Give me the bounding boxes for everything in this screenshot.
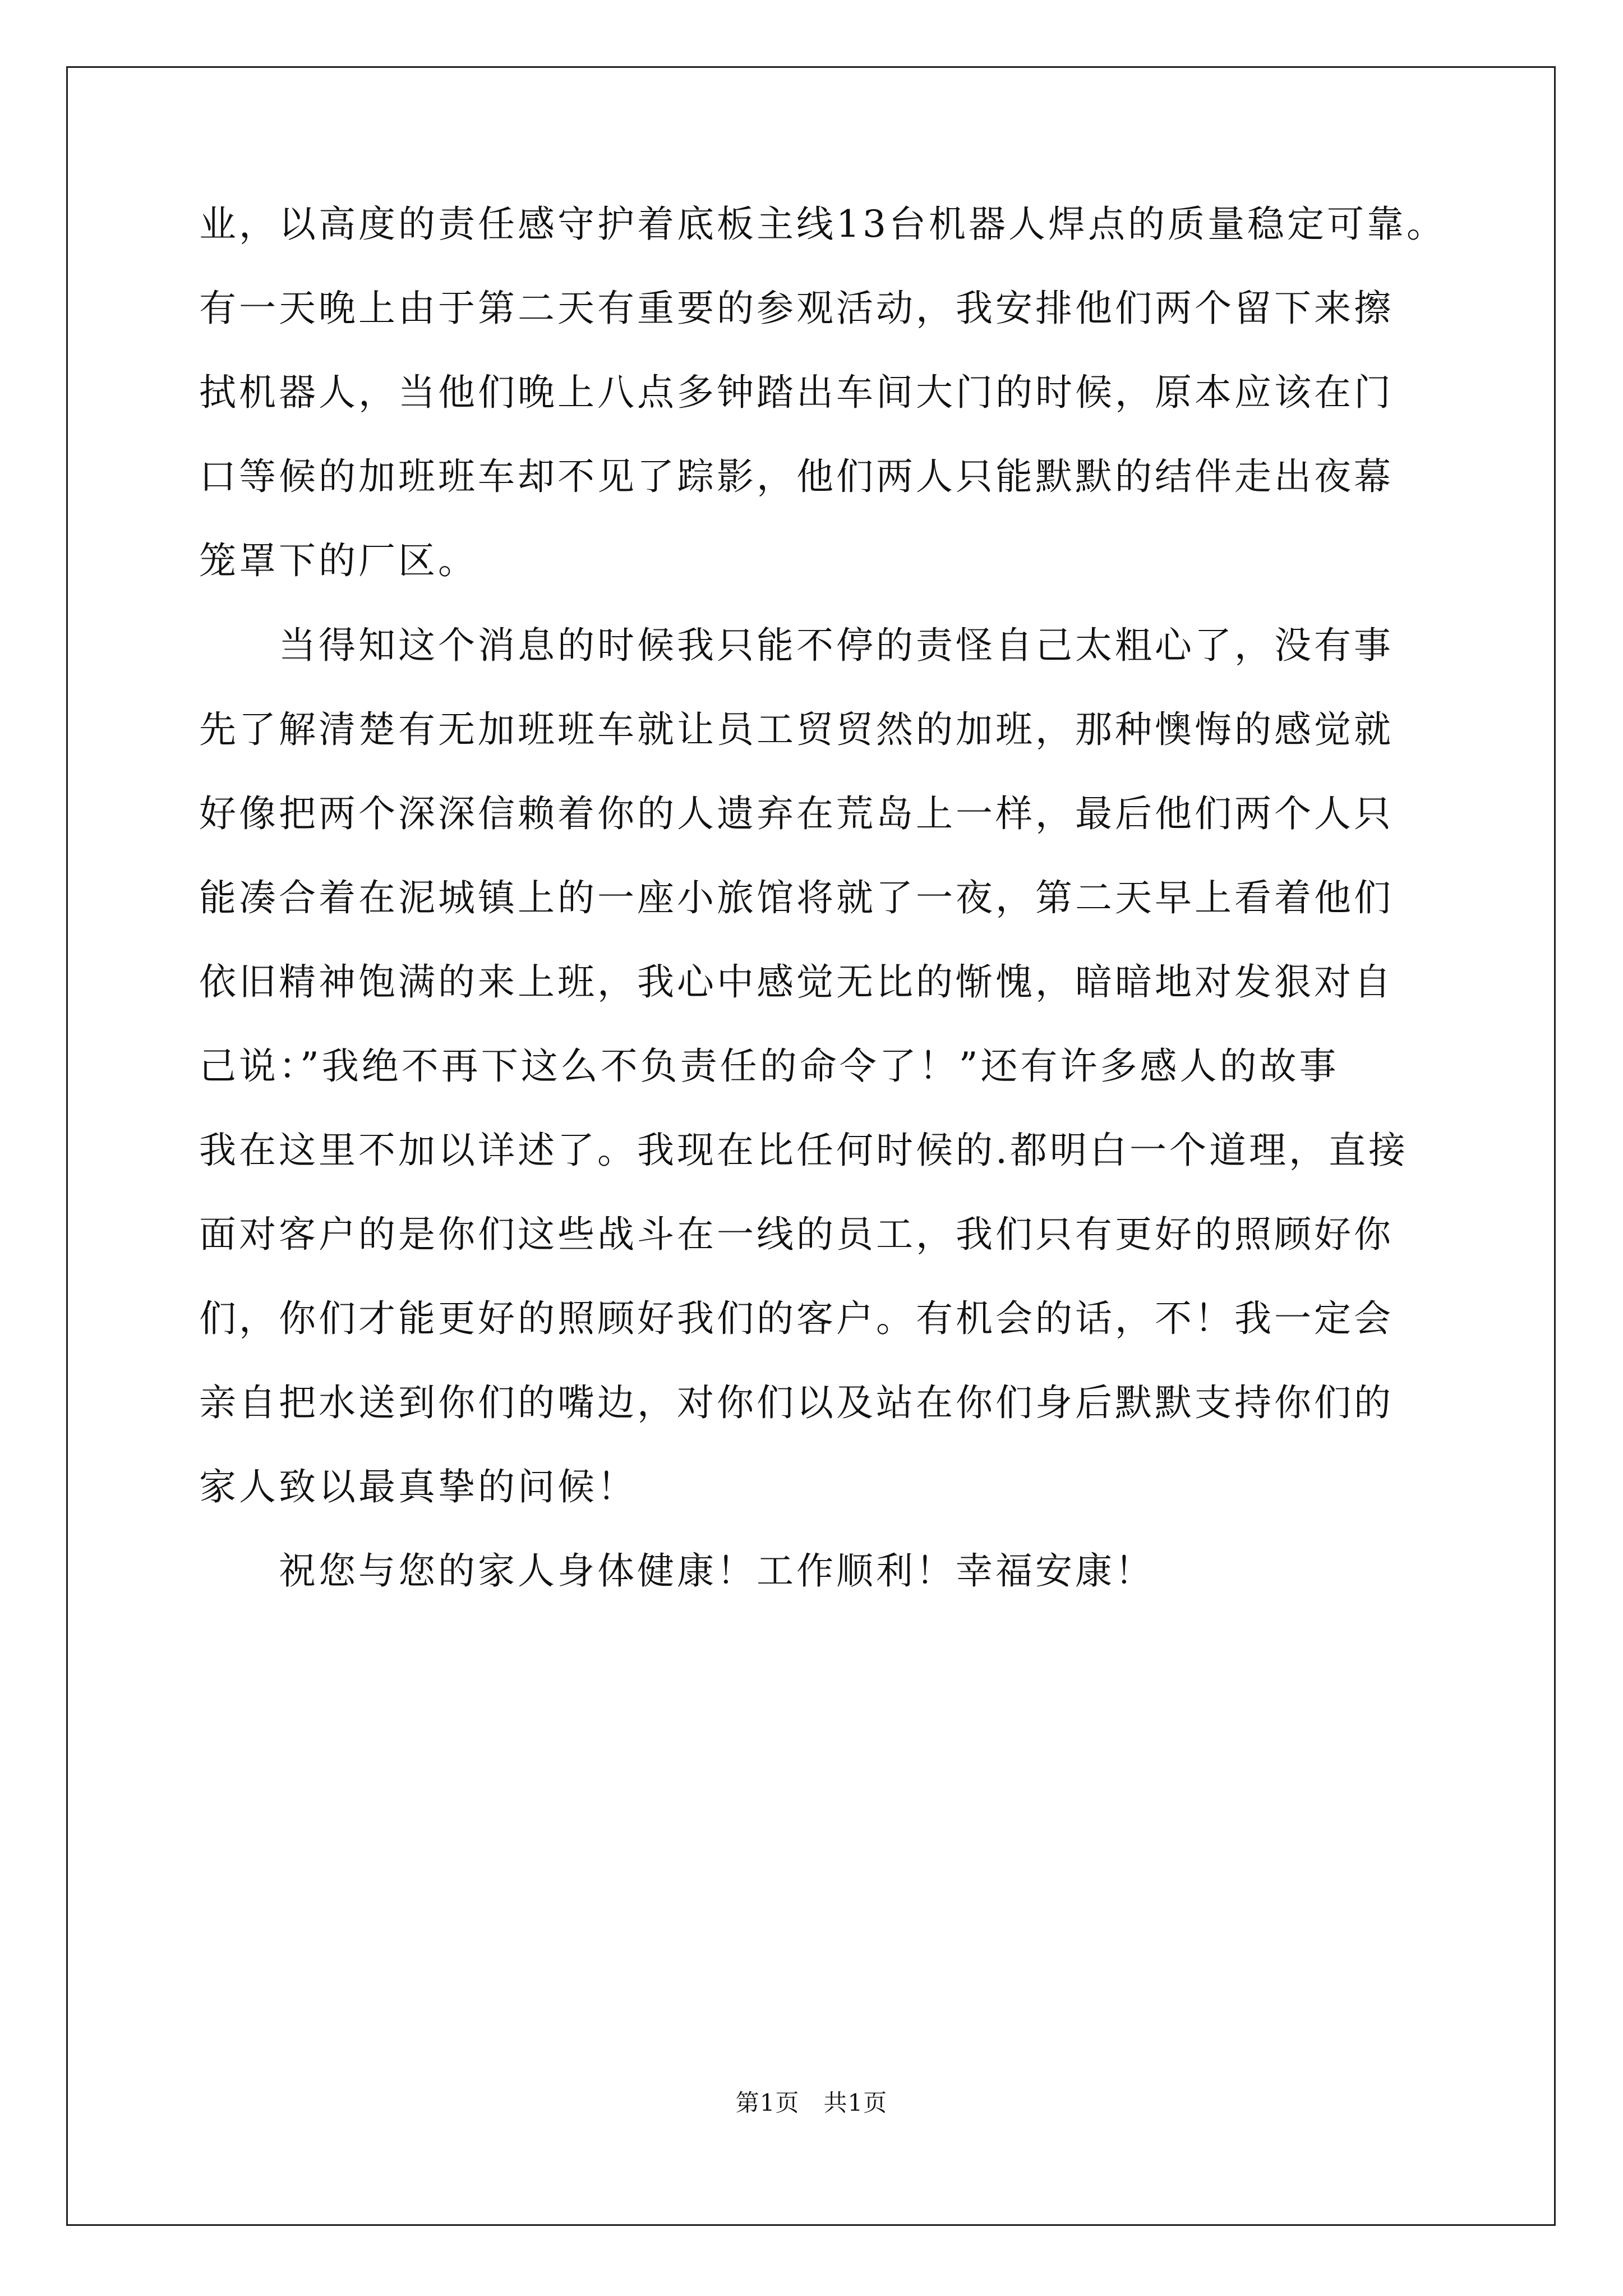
text-line: 口等候的加班班车却不见了踪影，他们两人只能默默的结伴走出夜幕 <box>199 455 1394 498</box>
text-line: 依旧精神饱满的来上班，我心中感觉无比的惭愧，暗暗地对发狠对自 <box>199 960 1394 1004</box>
text-line: 笼罩下的厂区。 <box>199 539 478 582</box>
text-line: 家人致以最真挚的问候！ <box>199 1465 637 1508</box>
text-line: 们，你们才能更好的照顾好我们的客户。有机会的话，不！我一定会 <box>199 1297 1394 1340</box>
text-line: 业，以高度的责任感守护着底板主线13台机器人焊点的质量稳定可靠。 <box>199 203 1446 246</box>
text-line: 己说：”我绝不再下这么不负责任的命令了！”还有许多感人的故事 <box>199 1045 1339 1088</box>
text-line: 当得知这个消息的时候我只能不停的责怪自己太粗心了，没有事 <box>199 624 1394 667</box>
text-line: 祝您与您的家人身体健康！工作顺利！幸福安康！ <box>199 1549 1155 1593</box>
text-line: 亲自把水送到你们的嘴边，对你们以及站在你们身后默默支持你们的 <box>199 1381 1394 1424</box>
text-line: 面对客户的是你们这些战斗在一线的员工，我们只有更好的照顾好你 <box>199 1213 1394 1256</box>
text-line: 拭机器人，当他们晚上八点多钟踏出车间大门的时候，原本应该在门 <box>199 371 1394 414</box>
text-line: 有一天晚上由于第二天有重要的参观活动，我安排他们两个留下来擦 <box>199 287 1394 330</box>
text-line: 我在这里不加以详述了。我现在比任何时候的.都明白一个道理，直接 <box>199 1129 1408 1172</box>
text-line: 好像把两个深深信赖着你的人遗弃在荒岛上一样，最后他们两个人只 <box>199 792 1394 835</box>
page-number-footer: 第1页 共1页 <box>735 2089 888 2116</box>
text-line: 能凑合着在泥城镇上的一座小旅馆将就了一夜，第二天早上看着他们 <box>199 876 1394 919</box>
text-line: 先了解清楚有无加班班车就让员工贸贸然的加班，那种懊悔的感觉就 <box>199 708 1394 751</box>
